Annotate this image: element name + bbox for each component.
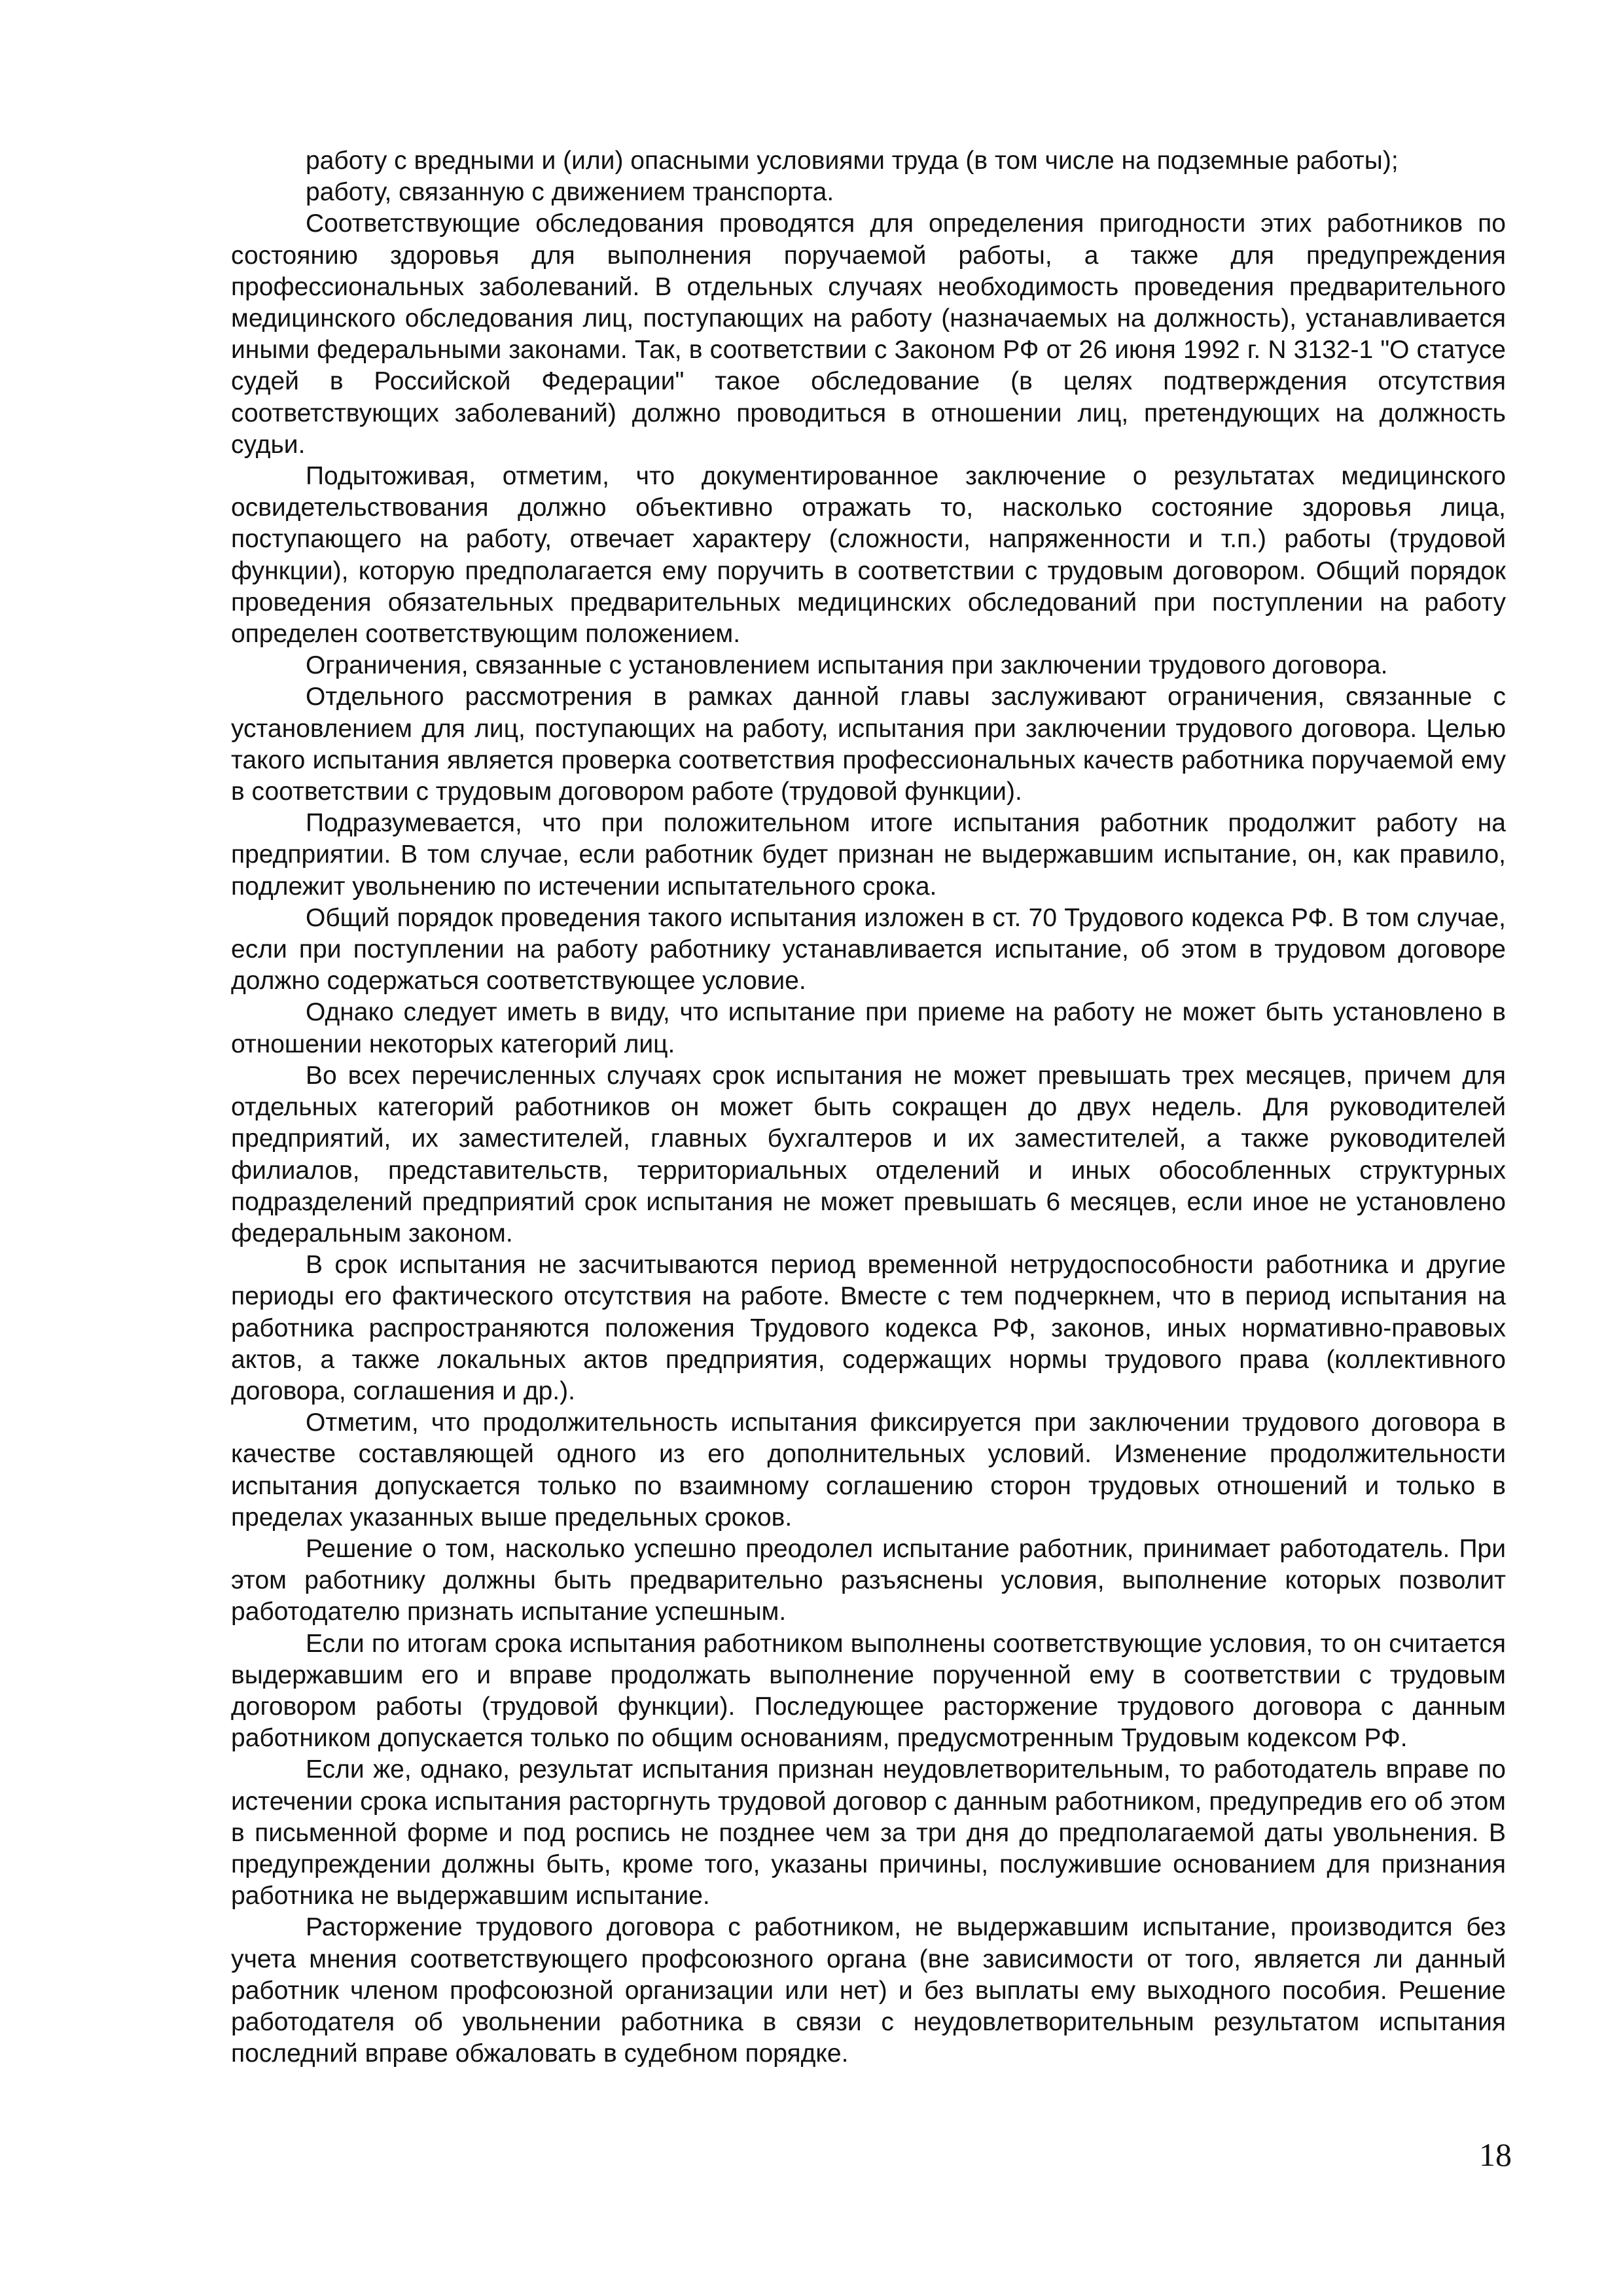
paragraph-15: Если же, однако, результат испытания признан неудовлетворительным, то работодатель вправе по истечении срока испытания расторгнуть трудовой договор с данным работником, предупредив его об этом в письменной форме и под роспись не позднее чем за три дня до предполагаемой даты увольнения. В предупреждении должны быть, кроме того, указаны причины, послужившие основанием для признания работника не выдержавшим испытание.	[231, 1755, 1506, 1910]
paragraph-2: работу, связанную с движением транспорта.	[306, 178, 834, 207]
paragraph-9: Однако следует иметь в виду, что испытание при приеме на работу не может быть установлено в отношении некоторых категорий лиц.	[231, 998, 1506, 1058]
paragraph-1: работу с вредными и (или) опасными условиями труда (в том числе на подземные работы);	[306, 147, 1399, 175]
paragraph-12: Отметим, что продолжительность испытания фиксируется при заключении трудового договора в качестве составляющей одного из его дополнительных условий. Изменение продолжительности испытания допускается только по взаимному соглашению сторон трудовых отношений и только в пределах указанных выше предельных сроков.	[231, 1408, 1506, 1532]
page-number: 18	[1479, 2136, 1512, 2173]
paragraph-11: В срок испытания не засчитываются период временной нетрудоспособности работника и другие периоды его фактического отсутствия на работе. Вместе с тем подчеркнем, что в период испытания на работника распространяются положения Трудового кодекса РФ, законов, иных нормативно-правовых актов, а также локальных актов предприятия, содержащих нормы трудового права (коллективного договора, соглашения и др.).	[231, 1251, 1506, 1405]
paragraph-6: Отдельного рассмотрения в рамках данной главы заслуживают ограничения, связанные с установлением для лиц, поступающих на работу, испытания при заключении трудового договора. Целью такого испытания является проверка соответствия профессиональных качеств работника поручаемой ему в соответствии с трудовым договором работе (трудовой функции).	[231, 683, 1506, 806]
paragraph-8: Общий порядок проведения такого испытания изложен в ст. 70 Трудового кодекса РФ. В том случае, если при поступлении на работу работнику устанавливается испытание, об этом в трудовом договоре должно содержаться соответствующее условие.	[231, 903, 1506, 996]
paragraph-13: Решение о том, насколько успешно преодолел испытание работник, принимает работодатель. При этом работнику должны быть предварительно разъяснены условия, выполнение которых позволит работодателю признать испытание успешным.	[231, 1534, 1506, 1626]
paragraph-3: Соответствующие обследования проводятся для определения пригодности этих работников по состоянию здоровья для выполнения поручаемой работы, а также для предупреждения профессиональных заболеваний. В отдельных случаях необходимость проведения предварительного медицинского обследования лиц, поступающих на работу (назначаемых на должность), устанавливается иными федеральными законами. Так, в соответствии с Законом РФ от 26 июня 1992 г. N 3132-1 "О статусе судей в Российской Федерации" такое обследование (в целях подтверждения отсутствия соответствующих заболеваний) должно проводиться в отношении лиц, претендующих на должность судьи.	[231, 209, 1506, 459]
paragraph-14: Если по итогам срока испытания работником выполнены соответствующие условия, то он считается выдержавшим его и вправе продолжать выполнение порученной ему в соответствии с трудовым договором работы (трудовой функции). Последующее расторжение трудового договора с данным работником допускается только по общим основаниям, предусмотренным Трудовым кодексом РФ.	[231, 1629, 1506, 1753]
paragraph-7: Подразумевается, что при положительном итоге испытания работник продолжит работу на предприятии. В том случае, если работник будет признан не выдержавшим испытание, он, как правило, подлежит увольнению по истечении испытательного срока.	[231, 809, 1506, 901]
body-text	[231, 145, 1506, 2070]
paragraph-10: Во всех перечисленных случаях срок испытания не может превышать трех месяцев, причем для отдельных категорий работников он может быть сокращен до двух недель. Для руководителей предприятий, их заместителей, главных бухгалтеров и их заместителей, а также руководителей филиалов, представительств, территориальных отделений и иных обособленных структурных подразделений предприятий срок испытания не может превышать 6 месяцев, если иное не установлено федеральным законом.	[231, 1061, 1506, 1247]
paragraph-16: Расторжение трудового договора с работником, не выдержавшим испытание, производится без учета мнения соответствующего профсоюзного органа (вне зависимости от того, является ли данный работник членом профсоюзной организации или нет) и без выплаты ему выходного пособия. Решение работодателя об увольнении работника в связи с неудовлетворительным результатом испытания последний вправе обжаловать в судебном порядке.	[231, 1913, 1506, 2068]
paragraph-4: Подытоживая, отметим, что документированное заключение о результатах медицинского освидетельствования должно объективно отражать то, насколько состояние здоровья лица, поступающего на работу, отвечает характеру (сложности, напряженности и т.п.) работы (трудовой функции), которую предполагается ему поручить в соответствии с трудовым договором. Общий порядок проведения обязательных предварительных медицинских обследований при поступлении на работу определен соответствующим положением.	[231, 462, 1506, 649]
section-heading-probation: Ограничения, связанные с установлением испытания при заключении трудового договора.	[306, 651, 1388, 680]
